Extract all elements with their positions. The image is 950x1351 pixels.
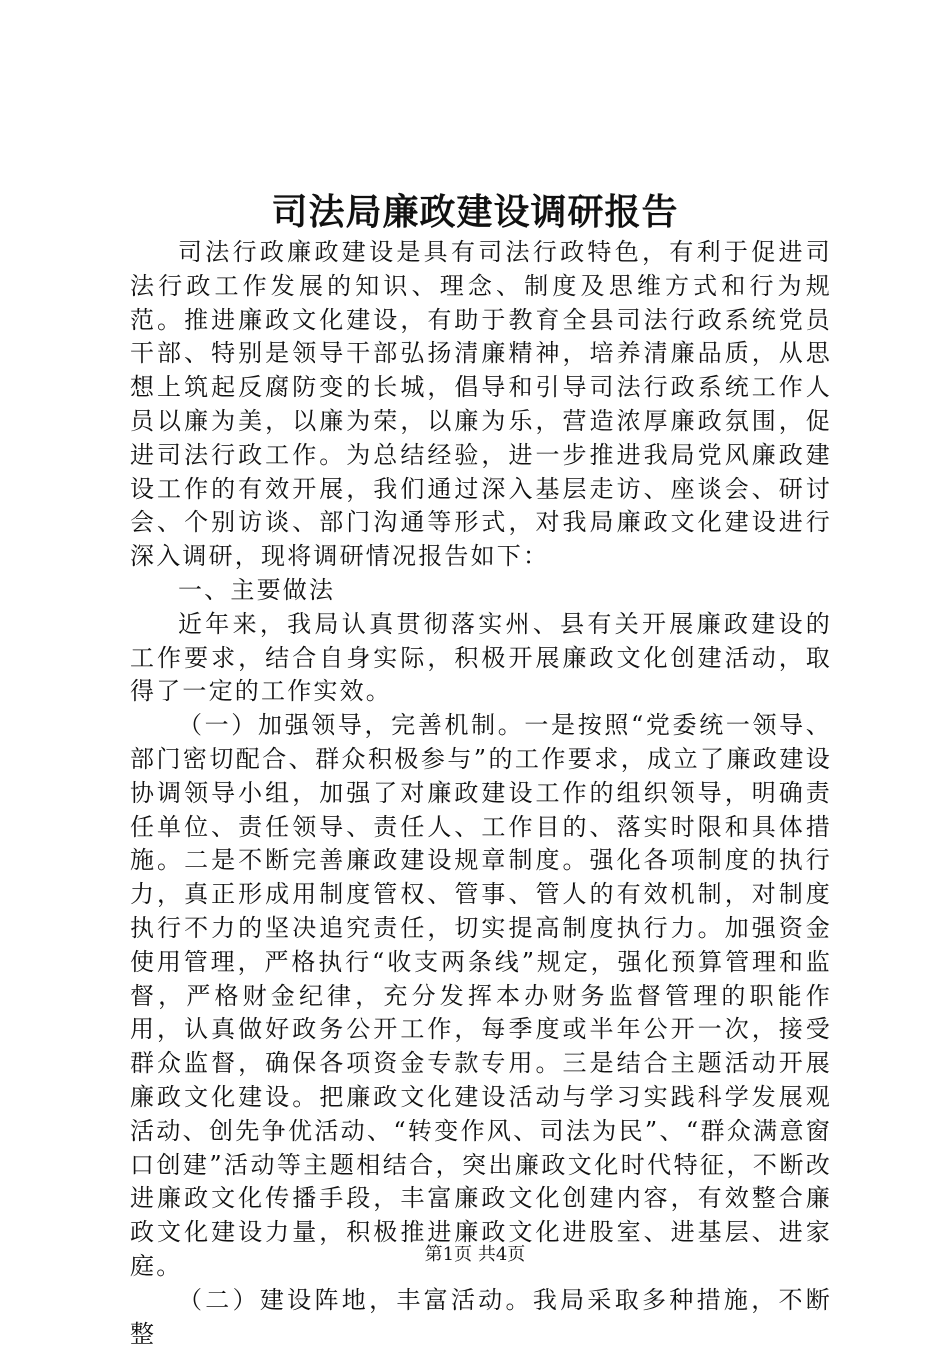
paragraph-intro: 司法行政廉政建设是具有司法行政特色，有利于促进司法行政工作发展的知识、理念、制度及思维方式和行为规范。推进廉政文化建设，有助于教育全县司法行政系统党员干部、特别是领导干部弘扬清廉精神，培养清廉品质，从思想上筑起反腐防变的长城，倡导和引导司法行政系统工作人员以廉为美，以廉为荣，以廉为乐，营造浓厚廉政氛围，促进司法行政工作。为总结经验，进一步推进我局党风廉政建设工作的有效开展，我们通过深入基层走访、座谈会、研讨会、个别访谈、部门沟通等形式，对我局廉政文化建设进行深入调研，现将调研情况报告如下： xyxy=(130,238,832,571)
document-body xyxy=(130,236,832,1351)
paragraph-leadership-mechanism: （一）加强领导，完善机制。一是按照“党委统一领导、部门密切配合、群众积极参与”的工作要求，成立了廉政建设协调领导小组，加强了对廉政建设工作的组织领导，明确责任单位、责任领导、责任人、工作目的、落实时限和具体措施。二是不断完善廉政建设规章制度。强化各项制度的执行力，真正形成用制度管权、管事、管人的有效机制，对制度执行不力的坚决追究责任，切实提高制度执行力。加强资金使用管理，严格执行“收支两条线”规定，强化预算管理和监督，严格财金纪律，充分发挥本办财务监督管理的职能作用，认真做好政务公开工作，每季度或半年公开一次，接受群众监督，确保各项资金专款专用。三是结合主题活动开展廉政文化建设。把廉政文化建设活动与学习实践科学发展观活动、创先争优活动、“转变作风、司法为民”、“群众满意窗口创建”活动等主题相结合，突出廉政文化时代特征，不断改进廉政文化传播手段，丰富廉政文化创建内容，有效整合廉政文化建设力量，积极推进廉政文化进股室、进基层、进家庭。 xyxy=(130,711,832,1280)
paragraph-overview: 近年来，我局认真贯彻落实州、县有关开展廉政建设的工作要求，结合自身实际，积极开展廉政文化创建活动，取得了一定的工作实效。 xyxy=(130,609,832,706)
section-heading-main-practices: 一、主要做法 xyxy=(178,575,336,604)
page-footer: 第1页 共4页 xyxy=(424,1244,526,1265)
document-title: 司法局廉政建设调研报告 xyxy=(271,191,679,233)
paragraph-build-positions: （二）建设阵地，丰富活动。我局采取多种措施，不断整 xyxy=(130,1285,832,1348)
